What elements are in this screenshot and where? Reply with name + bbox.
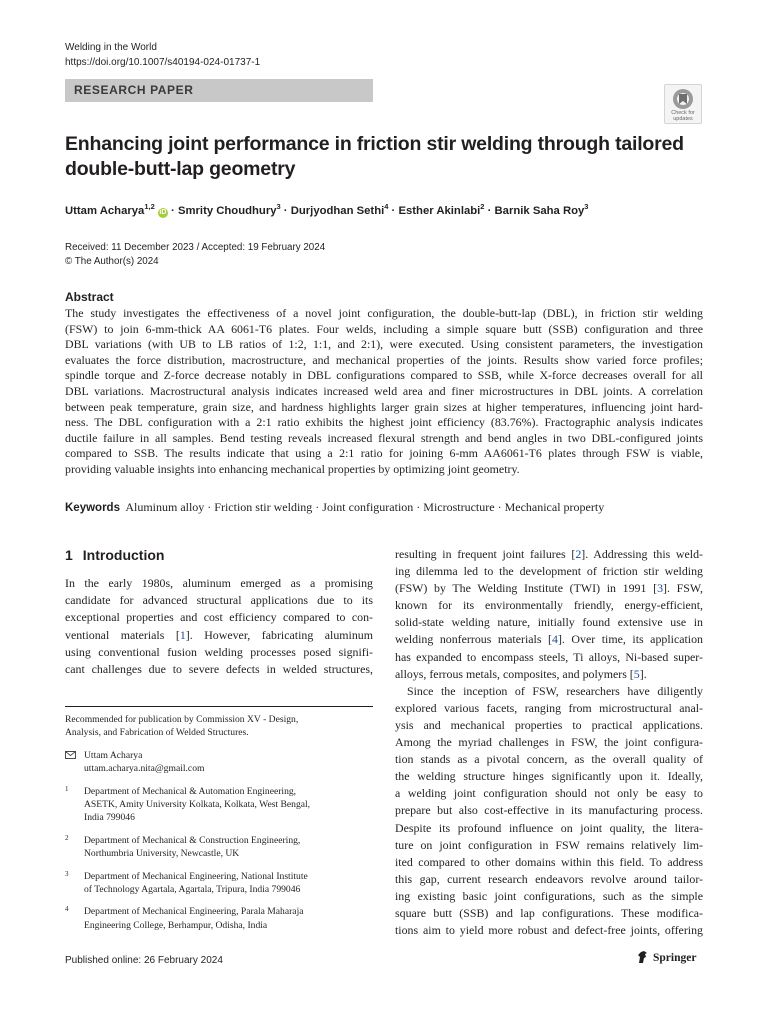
citation-link[interactable]: 5 — [633, 666, 640, 681]
author[interactable] — [65, 202, 168, 217]
body-line: resulting in frequent joint failures [2]. Addressing this weld- — [395, 547, 704, 561]
author-name: Smrity Choudhury — [177, 204, 277, 217]
publisher-name: Springer — [653, 952, 697, 964]
abstract-line: ductile failure in all samples. Bend testing reveals increased flexural strength and bend angles in two DBL-configured joints — [65, 430, 703, 445]
affiliation — [65, 870, 373, 897]
body-line: has expanded to encompass steels, Ti alloys, Ni-based super- — [395, 649, 703, 664]
affiliation-line: Department of Mechanical Engineering, Parala Maharaja — [84, 906, 304, 918]
body-line: Among the myriad challenges in FSW, the joint configura- — [395, 735, 703, 750]
body-line: solid-state welding nature, initially found extensive use in — [395, 615, 703, 630]
citation-link[interactable]: 4 — [552, 632, 558, 647]
body-line: known for its environmentally friendly, energy-efficient, — [395, 598, 703, 613]
body-line: exceptional properties and cost efficiency compared to con- — [65, 610, 373, 625]
body-line: cant challenges due to severe defects in welded structures, — [65, 662, 373, 677]
keywords-list: Aluminum alloy · Friction stir welding · Joint configuration · Microstructure · Mechanical property — [125, 500, 605, 514]
paper-title — [65, 132, 685, 182]
corresponding-author — [65, 749, 373, 776]
affiliation-number: 4 — [65, 905, 69, 914]
body-line: (FSW) by The Welding Institute (TWI) in 1991 [3]. FSW, — [395, 581, 703, 596]
author-affiliation-mark: 3 — [276, 202, 281, 211]
author[interactable] — [398, 202, 485, 217]
abstract-line: The study investigates the effectiveness of a novel joint configuration, the double-butt-lap (DBL), in friction stir welding — [65, 306, 703, 320]
title-line-2: double-butt-lap geometry — [65, 158, 296, 180]
article-dates — [65, 241, 325, 269]
affiliation — [65, 905, 373, 932]
publisher-logo — [636, 950, 696, 964]
body-line: tion stands as a pivotal concern, as the overall quality of — [395, 752, 703, 767]
orcid-icon[interactable]: iD — [159, 208, 167, 216]
affiliation — [65, 785, 373, 825]
body-line: ventional materials [1]. However, fabricating aluminum — [65, 627, 374, 642]
affiliation-number: 2 — [65, 833, 69, 842]
received-accepted: Received: 11 December 2023 / Accepted: 19 February 2024 — [65, 242, 326, 253]
keywords — [65, 500, 604, 515]
affiliation-line: Department of Mechanical Engineering, National Institute — [84, 870, 308, 882]
abstract-line: DBL variations. Macrostructural analysis indicates increased weld area and finer microstructures in DBL joints. A correlation — [65, 383, 703, 398]
author-name: Durjyodhan Sethi — [290, 204, 385, 217]
footnote-divider — [65, 706, 373, 707]
body-line: tions aim to yield more robust and defect-free joints, offering — [395, 923, 703, 938]
check-badge-line2: updates — [673, 116, 693, 122]
check-for-updates-icon — [672, 88, 694, 110]
section-title: Introduction — [82, 547, 165, 563]
body-line: In the early 1980s, aluminum emerged as a promising — [65, 576, 373, 590]
right-column-text — [395, 546, 703, 939]
abstract-line: ness. The DBL configuration with a 2:1 ratio exhibits the highest joint efficiency (83.76%). Fractographic analysis indicates — [65, 415, 703, 430]
check-badge-line1: Check for — [671, 110, 695, 116]
body-line: ing dilemma led to the development of friction stir welding — [395, 564, 703, 579]
body-line: ysis and mechanical properties to practical applications. — [395, 717, 703, 732]
affiliation-number: 1 — [65, 784, 69, 793]
copyright: © The Author(s) 2024 — [65, 256, 159, 267]
author-name: Barnik Saha Roy — [494, 204, 585, 217]
author[interactable] — [494, 202, 589, 217]
author-separator: · — [280, 204, 291, 217]
author-affiliation-mark: 4 — [384, 202, 389, 211]
author-list — [65, 202, 715, 218]
abstract-line: evaluates the force distribution, macrostructure, and mechanical properties of the joints. Results show varied force profiles; — [65, 352, 703, 367]
author[interactable] — [177, 202, 281, 217]
body-line: this gap, current research endeavors revolve around tailor- — [395, 871, 703, 886]
journal-header — [65, 40, 260, 70]
body-line: ited compared to other domains within this field. To address — [395, 854, 703, 869]
corresponding-author-email[interactable]: uttam.acharya.nita@gmail.com — [84, 763, 205, 775]
footnote-line: Analysis, and Fabrication of Welded Structures. — [65, 727, 249, 739]
body-line: Since the inception of FSW, researchers have diligently — [407, 683, 703, 698]
body-line: a welding joint configuration should not only be easy to — [395, 786, 703, 801]
affiliation-line: India 799046 — [84, 812, 135, 824]
body-line: explored various facets, ranging from microstructural anal- — [395, 700, 703, 715]
affiliation-line: Department of Mechanical & Automation Engineering, — [84, 785, 297, 797]
affiliation-line: of Technology Agartala, Agartala, Tripura, India 799046 — [84, 884, 301, 896]
abstract-line: DBL variations (with UB to LB ratios of 1:2, 1:1, and 2:1), were executed. Using consistent parameters, the investigation — [65, 337, 703, 352]
affiliation — [65, 834, 373, 861]
abstract-heading: Abstract — [65, 290, 114, 304]
abstract-line: compared to SSB. The results indicate that using a 2:1 ratio for joining 6-mm AA6061-T6 plates through FSW is viable, — [65, 446, 703, 461]
citation-link[interactable]: 2 — [575, 547, 582, 561]
citation-link[interactable]: 1 — [179, 627, 186, 642]
abstract-line: between peak temperature, grain size, and hardness highlights larger grain sizes at higher temperatures, influencing joint hard- — [65, 399, 703, 414]
author-affiliation-mark: 2 — [480, 202, 485, 211]
abstract-line: providing valuable insights into enhancing mechanical properties by optimizing joint geometry. — [65, 461, 520, 476]
published-online: Published online: 26 February 2024 — [65, 955, 223, 966]
springer-horse-icon — [636, 950, 650, 964]
envelope-icon — [65, 751, 76, 759]
recommendation-note — [65, 713, 373, 740]
left-column-text — [65, 575, 373, 678]
section-number: 1 — [65, 547, 73, 563]
corresponding-author-name: Uttam Acharya — [84, 749, 143, 761]
author-separator: · — [388, 204, 399, 217]
footnotes — [65, 713, 373, 941]
author-separator: · — [167, 204, 178, 217]
check-for-updates-badge[interactable] — [664, 84, 702, 124]
author-affiliation-mark: 3 — [584, 202, 589, 211]
author[interactable] — [290, 202, 389, 217]
body-line: Despite its profound influence on joint quality, the litera- — [395, 820, 703, 835]
abstract-line: spindle torque and Z-force decrease notably in DBL configurations compared to SSB, while X-force decreases overall for all — [65, 368, 703, 383]
body-line: ing existing basic joint configurations, such as the simple — [395, 888, 703, 903]
article-type-banner — [65, 79, 373, 102]
body-line: using conventional fusion welding processes posed signifi- — [65, 644, 373, 659]
body-line: welding nonferrous materials [4]. Over time, its application — [395, 632, 703, 647]
affiliation-line: ASETK, Amity University Kolkata, Kolkata, West Bengal, — [84, 799, 311, 811]
author-name: Esther Akinlabi — [398, 204, 481, 217]
keywords-heading: Keywords — [65, 502, 120, 514]
title-line-1: Enhancing joint performance in friction stir welding through tailored — [65, 133, 684, 155]
abstract-line: (FSW) to join 6-mm-thick AA 6061-T6 plates. Four welds, including a simple square butt (SSB) configuration and three — [65, 321, 703, 336]
body-line: candidate for advanced structural applications due to its — [65, 593, 373, 608]
footnote-line: Recommended for publication by Commission XV - Design, — [65, 714, 299, 725]
citation-link[interactable]: 3 — [657, 581, 664, 596]
affiliation-number: 3 — [65, 869, 69, 878]
affiliation-line: Engineering College, Berhampur, Odisha, India — [84, 919, 268, 931]
body-line: ture on joint configuration in FSW remains relatively lim- — [395, 837, 703, 852]
affiliation-line: Department of Mechanical & Construction Engineering, — [84, 834, 301, 846]
body-line: prepare but also cost-effective in its manufacturing process. — [395, 803, 703, 818]
doi-link[interactable]: https://doi.org/10.1007/s40194-024-01737-1 — [65, 57, 261, 68]
abstract-body — [65, 306, 703, 478]
article-type-label: RESEARCH PAPER — [74, 83, 194, 97]
body-line: alloys, ferrous metals, composites, and polymers [5]. — [395, 666, 647, 681]
journal-name: Welding in the World — [65, 42, 157, 53]
author-name: Uttam Acharya — [65, 204, 145, 217]
author-separator: · — [484, 204, 495, 217]
section-heading-introduction — [65, 547, 164, 563]
affiliation-line: Northumbria University, Newcastle, UK — [84, 848, 240, 860]
author-affiliation-mark: 1,2 — [144, 202, 155, 211]
body-line: square butt (SSB) and lap configurations. These modifica- — [395, 905, 703, 920]
body-line: the welding structure hinges significantly upon it. Ideally, — [395, 769, 703, 784]
